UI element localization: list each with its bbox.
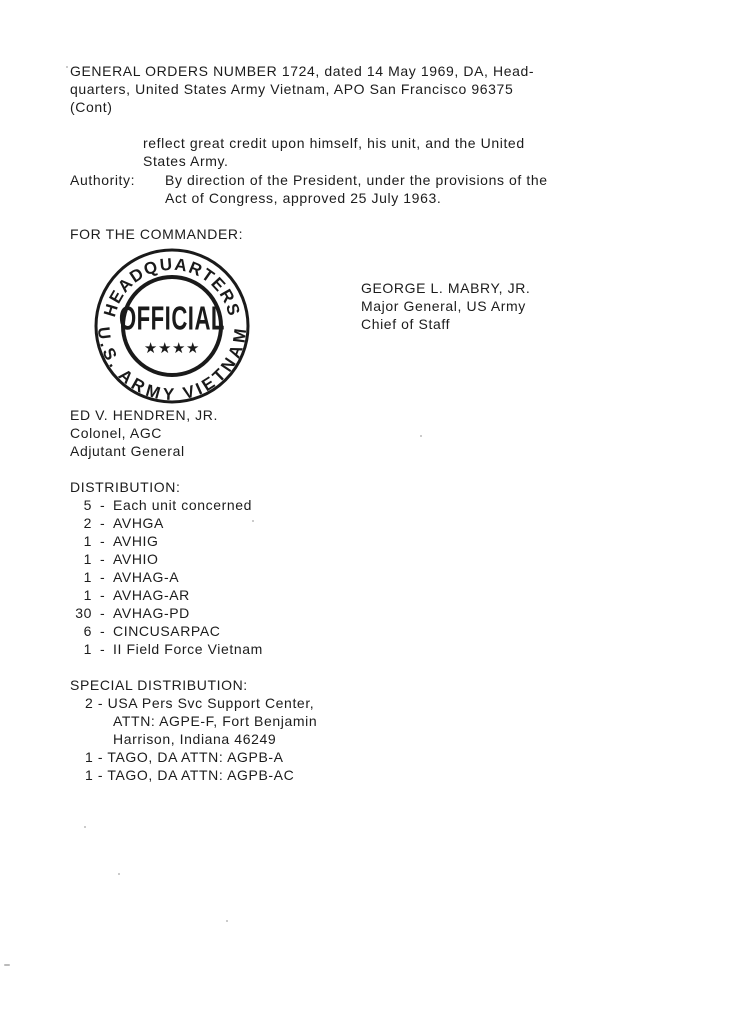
- distribution-recipient: AVHAG-PD: [113, 605, 190, 621]
- adjutant-rank: Colonel, AGC: [70, 425, 163, 441]
- distribution-count: 6: [83, 623, 92, 639]
- distribution-count: 1: [83, 569, 92, 585]
- distribution-count: 1: [83, 533, 92, 549]
- special-distribution-item-2: 1 - TAGO, DA ATTN: AGPB-A: [85, 749, 284, 765]
- special-distribution-item-1-line-1: 2 - USA Pers Svc Support Center,: [85, 695, 315, 711]
- distribution-recipient: AVHIO: [113, 551, 159, 567]
- distribution-recipient: AVHAG-AR: [113, 587, 190, 603]
- distribution-recipient: AVHIG: [113, 533, 159, 549]
- seal-center-text: OFFICIAL: [118, 300, 225, 339]
- special-distribution-item-1-line-2: ATTN: AGPE-F, Fort Benjamin: [113, 713, 318, 729]
- authority-label: Authority:: [70, 172, 136, 188]
- distribution-recipient: CINCUSARPAC: [113, 623, 221, 639]
- seal-top-text: HEADQUARTERS: [100, 254, 244, 320]
- citation-continuation-2: States Army.: [143, 153, 229, 169]
- distribution-dash: -: [100, 641, 106, 657]
- distribution-dash: -: [100, 569, 106, 585]
- distribution-dash: -: [100, 551, 106, 567]
- for-the-commander: FOR THE COMMANDER:: [70, 226, 244, 242]
- distribution-recipient: AVHAG-A: [113, 569, 180, 585]
- distribution-count: 1: [83, 641, 92, 657]
- signatory-rank: Major General, US Army: [361, 298, 526, 314]
- scan-speck: [252, 520, 254, 522]
- authority-line-1: By direction of the President, under the provisions of the: [165, 172, 548, 188]
- adjutant-title: Adjutant General: [70, 443, 185, 459]
- special-distribution-item-1-line-3: Harrison, Indiana 46249: [113, 731, 277, 747]
- distribution-recipient: AVHGA: [113, 515, 164, 531]
- distribution-heading: DISTRIBUTION:: [70, 479, 181, 495]
- distribution-count: 30: [75, 605, 92, 621]
- scan-speck: [84, 826, 86, 828]
- authority-line-2: Act of Congress, approved 25 July 1963.: [165, 190, 442, 206]
- special-distribution-item-3: 1 - TAGO, DA ATTN: AGPB-AC: [85, 767, 295, 783]
- signatory-title: Chief of Staff: [361, 316, 451, 332]
- adjutant-name: ED V. HENDREN, JR.: [70, 407, 218, 423]
- official-seal-stamp: [92, 246, 252, 406]
- scan-speck: [118, 873, 120, 875]
- orders-header-line-2: quarters, United States Army Vietnam, APO San Francisco 96375: [70, 81, 514, 97]
- scan-speck: [420, 435, 422, 437]
- distribution-dash: -: [100, 623, 106, 639]
- orders-header-line-3: (Cont): [70, 99, 113, 115]
- special-distribution-heading: SPECIAL DISTRIBUTION:: [70, 677, 248, 693]
- signatory-name: GEORGE L. MABRY, JR.: [361, 280, 531, 296]
- distribution-dash: -: [100, 587, 106, 603]
- distribution-count: 5: [83, 497, 92, 513]
- scan-speck: [226, 920, 228, 922]
- distribution-dash: -: [100, 533, 106, 549]
- seal-stars: ★★★★: [143, 339, 201, 357]
- distribution-count: 1: [83, 587, 92, 603]
- orders-header-line-1: GENERAL ORDERS NUMBER 1724, dated 14 May 1969, DA, Head-: [70, 63, 535, 79]
- seal-bottom-text: U.S. ARMY VIETNAM: [93, 325, 251, 405]
- distribution-dash: -: [100, 605, 106, 621]
- distribution-count: 2: [83, 515, 92, 531]
- scan-speck: [66, 66, 68, 68]
- citation-continuation-1: reflect great credit upon himself, his unit, and the United: [143, 135, 525, 151]
- distribution-dash: -: [100, 515, 106, 531]
- distribution-recipient: Each unit concerned: [113, 497, 253, 513]
- distribution-dash: -: [100, 497, 106, 513]
- distribution-count: 1: [83, 551, 92, 567]
- distribution-recipient: II Field Force Vietnam: [113, 641, 263, 657]
- scan-speck: [4, 964, 10, 966]
